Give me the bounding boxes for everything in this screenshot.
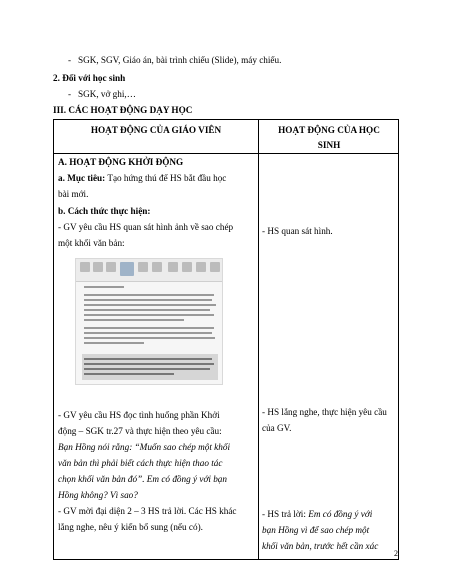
student-response-3-line2: bạn Hồng vì để sao chép một	[262, 525, 370, 535]
activity-title: A. HOẠT ĐỘNG KHỞI ĐỘNG	[58, 157, 184, 167]
header-student: HOẠT ĐỘNG CỦA HỌC SINH	[278, 125, 380, 150]
student-response-3-line1: - HS trả lời: Em có đồng ý với	[262, 509, 373, 519]
step2-line4: văn bản thì phải biết cách thực hiện thao tác	[58, 458, 223, 468]
goal-line: a. Mục tiêu: Tạo hứng thú để HS bắt đầu học	[58, 173, 227, 183]
step2-line1: - GV yêu cầu HS đọc tình huống phần Khởi	[58, 410, 220, 420]
student-prep-heading: 2. Đối với học sinh	[53, 73, 126, 83]
word-copy-screenshot	[75, 258, 223, 385]
table-column-divider	[258, 120, 259, 559]
page-number: 2	[394, 549, 398, 558]
step2-line5: chọn khối văn bản đó”. Em có đồng ý với bạn	[58, 474, 227, 484]
step2-line3: Bạn Hồng nói rằng: “Muốn sao chép một khối	[58, 442, 230, 452]
student-response-2-line2: của GV.	[262, 423, 292, 433]
student-response-1: - HS quan sát hình.	[262, 226, 333, 236]
step3-line2: lắng nghe, nêu ý kiến bổ sung (nếu có).	[58, 522, 203, 532]
step1-line2: một khối văn bản:	[58, 238, 125, 248]
step2-line2: động – SGK tr.27 và thực hiện theo yêu cầu:	[58, 426, 222, 436]
student-prep-item: - SGK, vở ghi,…	[68, 89, 136, 99]
step1-line1: - GV yêu cầu HS quan sát hình ảnh về sao chép	[58, 222, 234, 232]
ribbon-toolbar	[76, 259, 222, 282]
materials-item: - SGK, SGV, Giáo án, bài trình chiếu (Slide), máy chiếu.	[68, 55, 282, 65]
goal-line-2: bài mới.	[58, 189, 89, 199]
section-heading: III. CÁC HOẠT ĐỘNG DẠY HỌC	[53, 105, 193, 115]
student-response-2-line1: - HS lắng nghe, thực hiện yêu cầu	[262, 407, 387, 417]
step3-line1: - GV mời đại diện 2 – 3 HS trả lời. Các HS khác	[58, 506, 237, 516]
student-response-3-line3: khối văn bản, trước hết cần xác	[262, 541, 379, 551]
header-teacher: HOẠT ĐỘNG CỦA GIÁO VIÊN	[90, 125, 222, 135]
step2-line6: Hồng không? Vì sao?	[58, 490, 138, 500]
method-label: b. Cách thức thực hiện:	[58, 206, 151, 216]
table-header-divider	[54, 153, 398, 154]
